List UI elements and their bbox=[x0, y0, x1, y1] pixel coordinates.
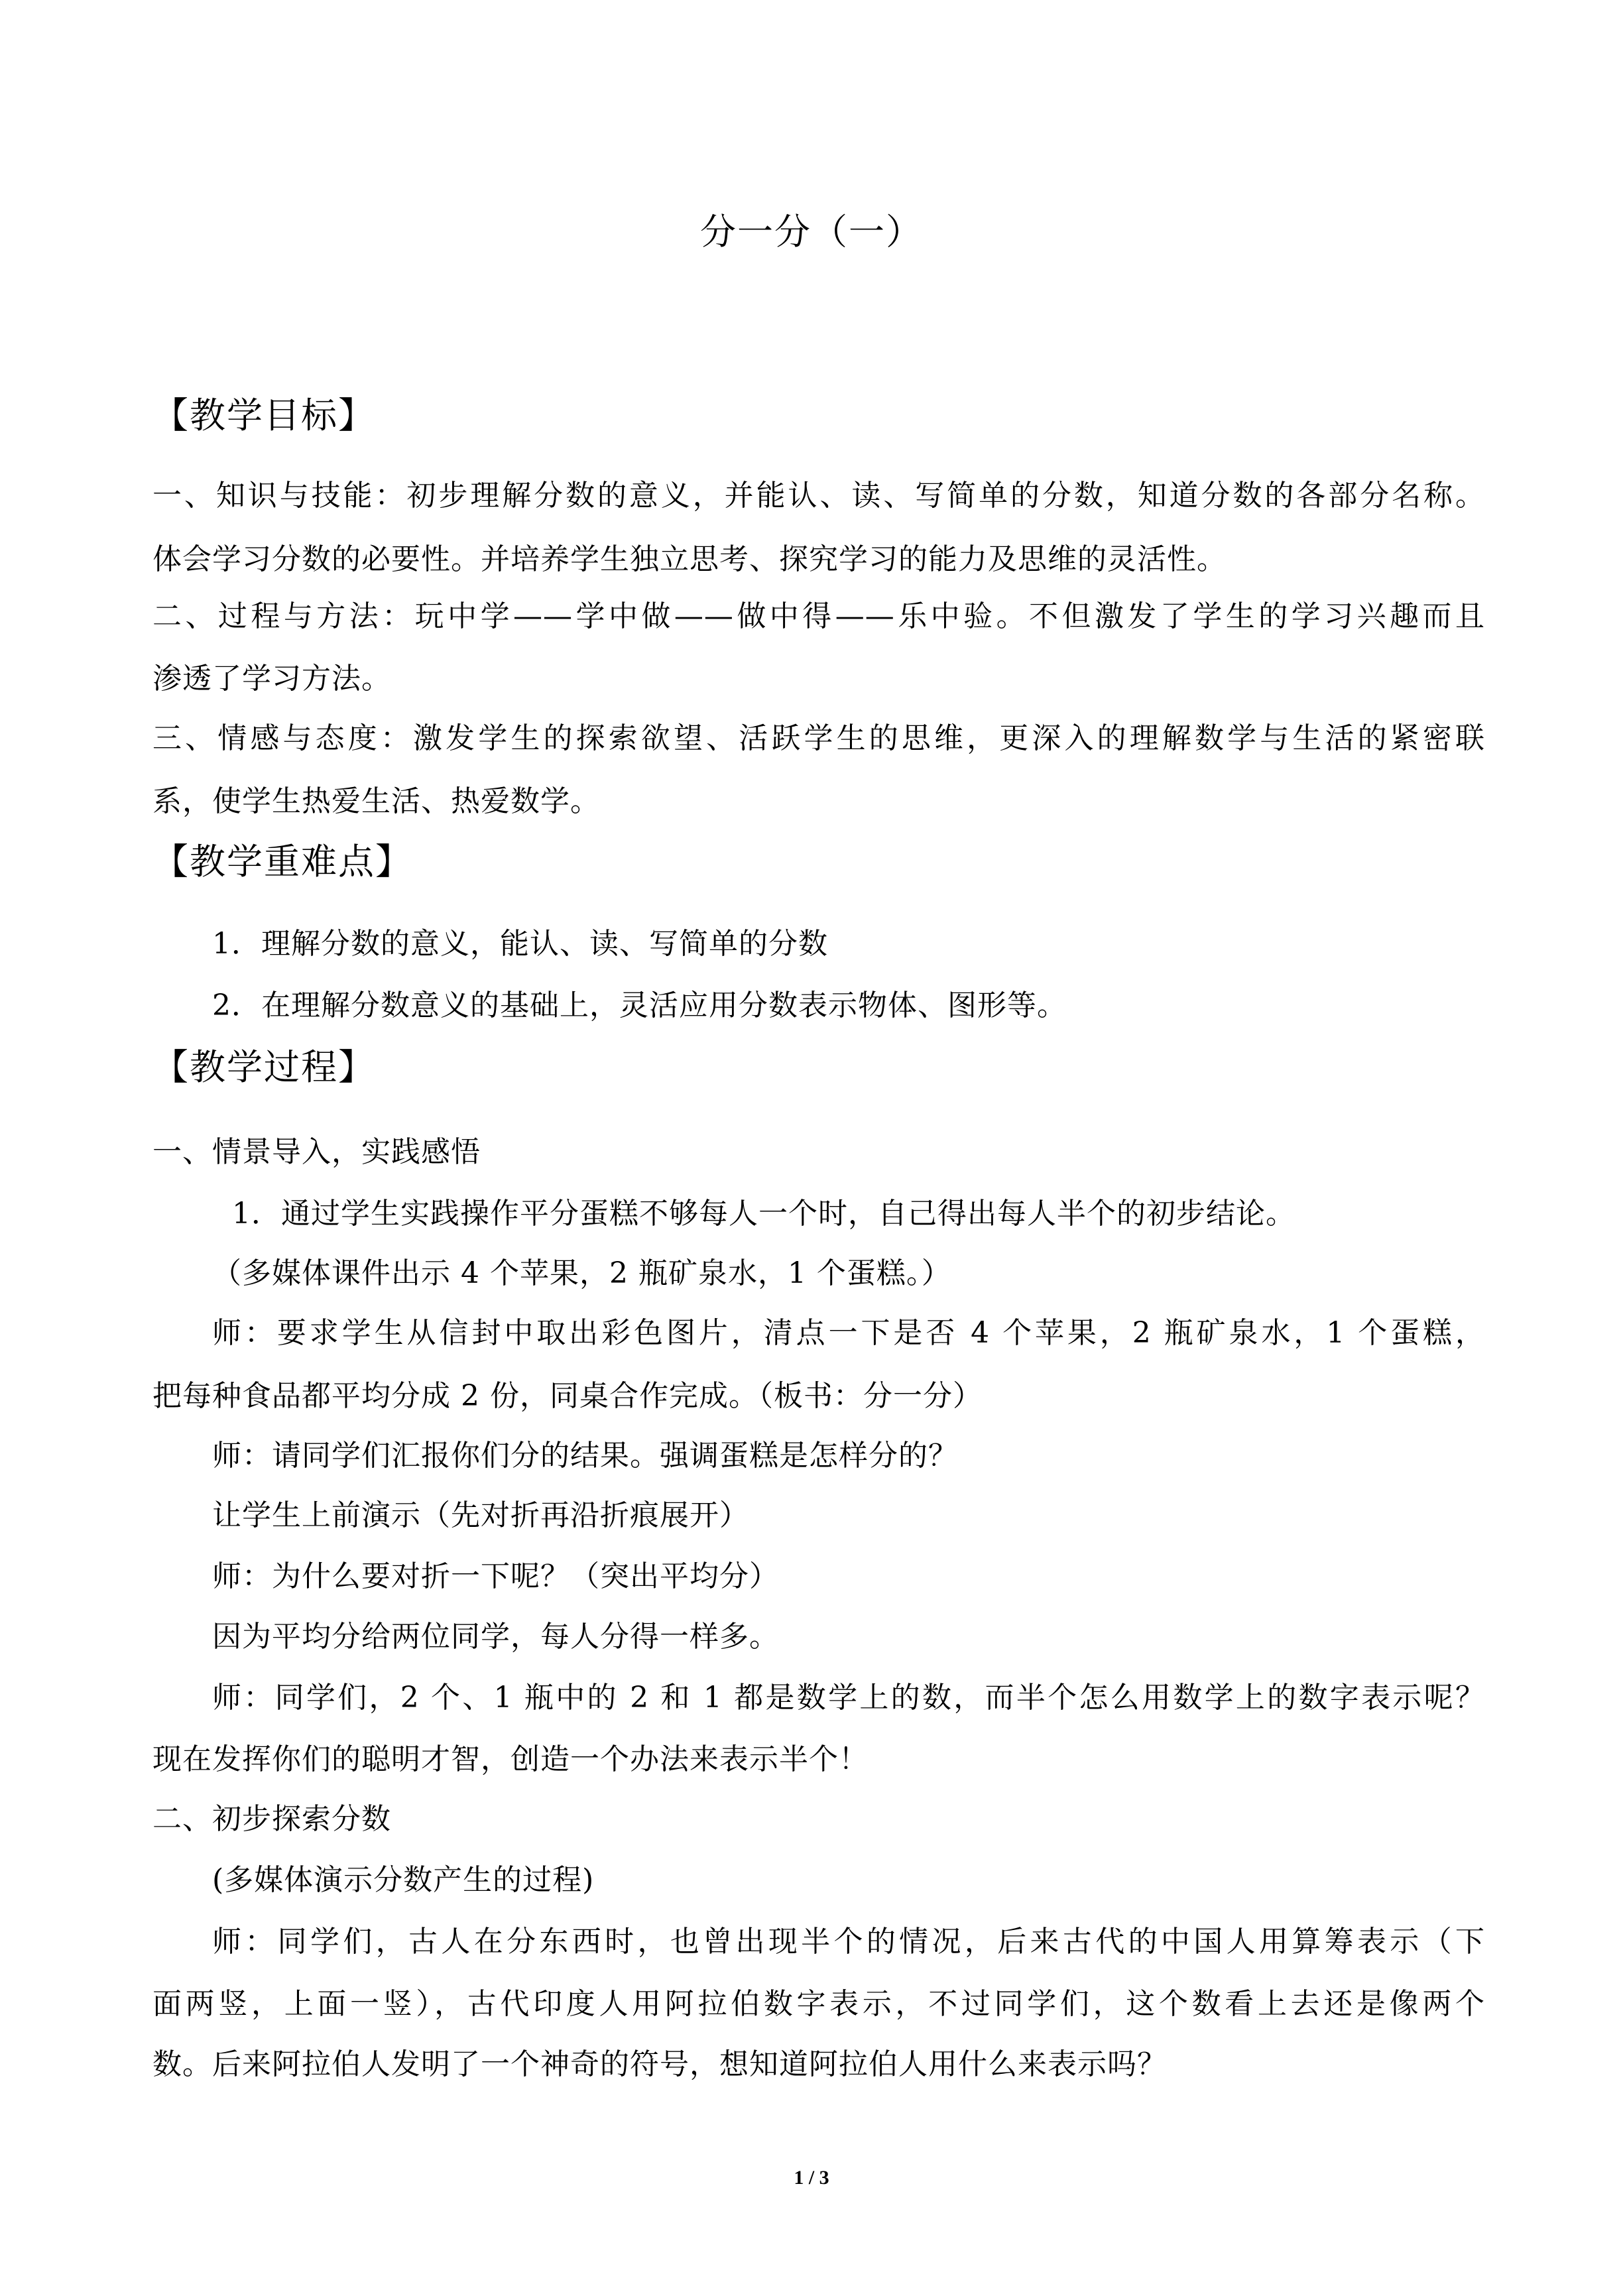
process-line-6: 师：请同学们汇报你们分的结果。强调蛋糕是怎样分的？ bbox=[212, 1439, 958, 1473]
process-line-12: 二、初步探索分数 bbox=[152, 1802, 391, 1836]
process-heading: 【教学过程】 bbox=[152, 1046, 375, 1088]
process-line-3: （多媒体课件出示 4 个苹果，2 瓶矿泉水，1 个蛋糕。） bbox=[212, 1256, 951, 1290]
objective-line-2: 体会学习分数的必要性。并培养学生独立思考、探究学习的能力及思维的灵活性。 bbox=[152, 542, 1227, 576]
process-line-13: (多媒体演示分数产生的过程) bbox=[212, 1863, 595, 1897]
process-line-5: 把每种食品都平均分成 2 份，同桌合作完成。（板书：分一分） bbox=[152, 1379, 983, 1413]
key-points-heading: 【教学重难点】 bbox=[152, 841, 412, 882]
objectives-heading: 【教学目标】 bbox=[152, 394, 375, 436]
process-line-10: 师：同学们，2 个、1 瓶中的 2 和 1 都是数学上的数，而半个怎么用数学上的数字表示呢？ bbox=[212, 1681, 1485, 1715]
process-line-2: 1．通过学生实践操作平分蛋糕不够每人一个时，自己得出每人半个的初步结论。 bbox=[232, 1197, 1295, 1231]
process-line-7: 让学生上前演示（先对折再沿折痕展开） bbox=[212, 1498, 749, 1532]
objective-line-6: 系，使学生热爱生活、热爱数学。 bbox=[152, 784, 600, 818]
objective-line-4: 渗透了学习方法。 bbox=[152, 662, 391, 695]
key-point-1: 1．理解分数的意义，能认、读、写简单的分数 bbox=[212, 927, 828, 961]
objective-line-1: 一、知识与技能：初步理解分数的意义，并能认、读、写简单的分数，知道分数的各部分名称。 bbox=[152, 479, 1485, 513]
process-line-14: 师：同学们，古人在分东西时，也曾出现半个的情况，后来古代的中国人用算筹表示（下 bbox=[212, 1925, 1485, 1959]
key-point-2: 2．在理解分数意义的基础上，灵活应用分数表示物体、图形等。 bbox=[212, 989, 1067, 1022]
page-number: 1 / 3 bbox=[794, 2167, 829, 2189]
process-line-4: 师：要求学生从信封中取出彩色图片，清点一下是否 4 个苹果，2 瓶矿泉水，1 个蛋糕， bbox=[212, 1316, 1485, 1350]
process-line-15: 面两竖，上面一竖），古代印度人用阿拉伯数字表示，不过同学们，这个数看上去还是像两个 bbox=[152, 1987, 1485, 2021]
process-line-1: 一、情景导入，实践感悟 bbox=[152, 1135, 481, 1169]
process-line-8: 师：为什么要对折一下呢？（突出平均分） bbox=[212, 1559, 779, 1593]
process-line-11: 现在发挥你们的聪明才智，创造一个办法来表示半个！ bbox=[152, 1742, 869, 1776]
process-line-9: 因为平均分给两位同学，每人分得一样多。 bbox=[212, 1620, 779, 1654]
objective-line-5: 三、情感与态度：激发学生的探索欲望、活跃学生的思维，更深入的理解数学与生活的紧密联 bbox=[152, 721, 1485, 755]
document-title: 分一分（一） bbox=[700, 211, 923, 253]
objective-line-3: 二、过程与方法：玩中学——学中做——做中得——乐中验。不但激发了学生的学习兴趣而且 bbox=[152, 599, 1485, 633]
process-line-16: 数。后来阿拉伯人发明了一个神奇的符号，想知道阿拉伯人用什么来表示吗？ bbox=[152, 2047, 1167, 2081]
